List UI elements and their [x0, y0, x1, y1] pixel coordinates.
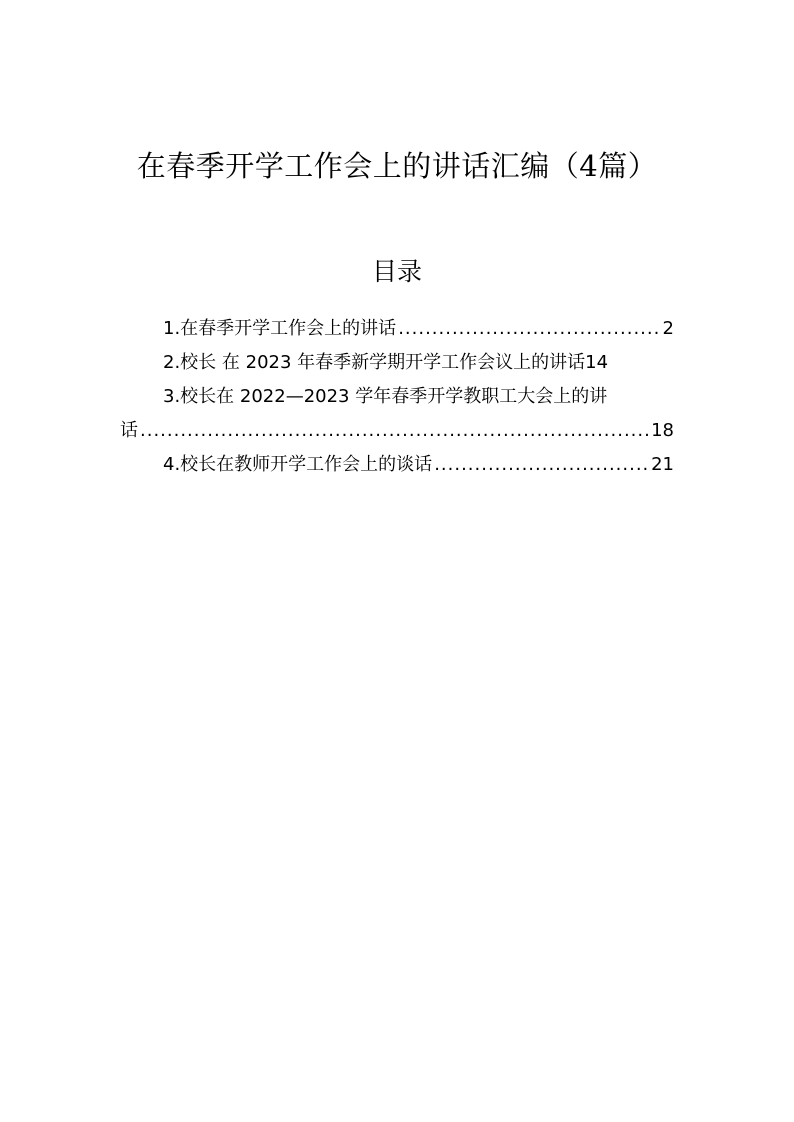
- toc-entry-3-page: 18: [651, 420, 674, 441]
- toc-entry-1-leader: [398, 312, 660, 346]
- toc-entry-3-title-part-2: 话: [120, 420, 138, 441]
- table-of-contents: [120, 312, 674, 482]
- toc-entry-2-title: 2.校长 在 2023 年春季新学期开学工作会议上的讲话: [163, 352, 586, 373]
- toc-entry-2-page: 14: [585, 352, 609, 373]
- toc-entry-3-leader: [140, 414, 649, 448]
- toc-entry-4-page: 21: [651, 454, 674, 475]
- toc-entry-1-page: 2: [662, 318, 674, 339]
- toc-heading: 目录: [371, 257, 422, 286]
- toc-entry-3-line-2[interactable]: [120, 414, 674, 448]
- toc-entry-4-leader: [434, 448, 649, 482]
- toc-entry-3-title-part-1: 3.校长在 2022—2023 学年春季开学教职工大会上的讲: [163, 386, 608, 407]
- document-title: 在春季开学工作会上的讲话汇编（4篇）: [136, 149, 658, 183]
- toc-entry-4[interactable]: [120, 448, 674, 482]
- toc-entry-2[interactable]: [120, 346, 674, 380]
- toc-entry-4-title: 4.校长在教师开学工作会上的谈话: [163, 454, 433, 475]
- toc-entry-3-line-1[interactable]: [120, 380, 674, 414]
- toc-entry-1-title: 1.在春季开学工作会上的讲话: [163, 318, 397, 339]
- toc-entry-1[interactable]: [120, 312, 674, 346]
